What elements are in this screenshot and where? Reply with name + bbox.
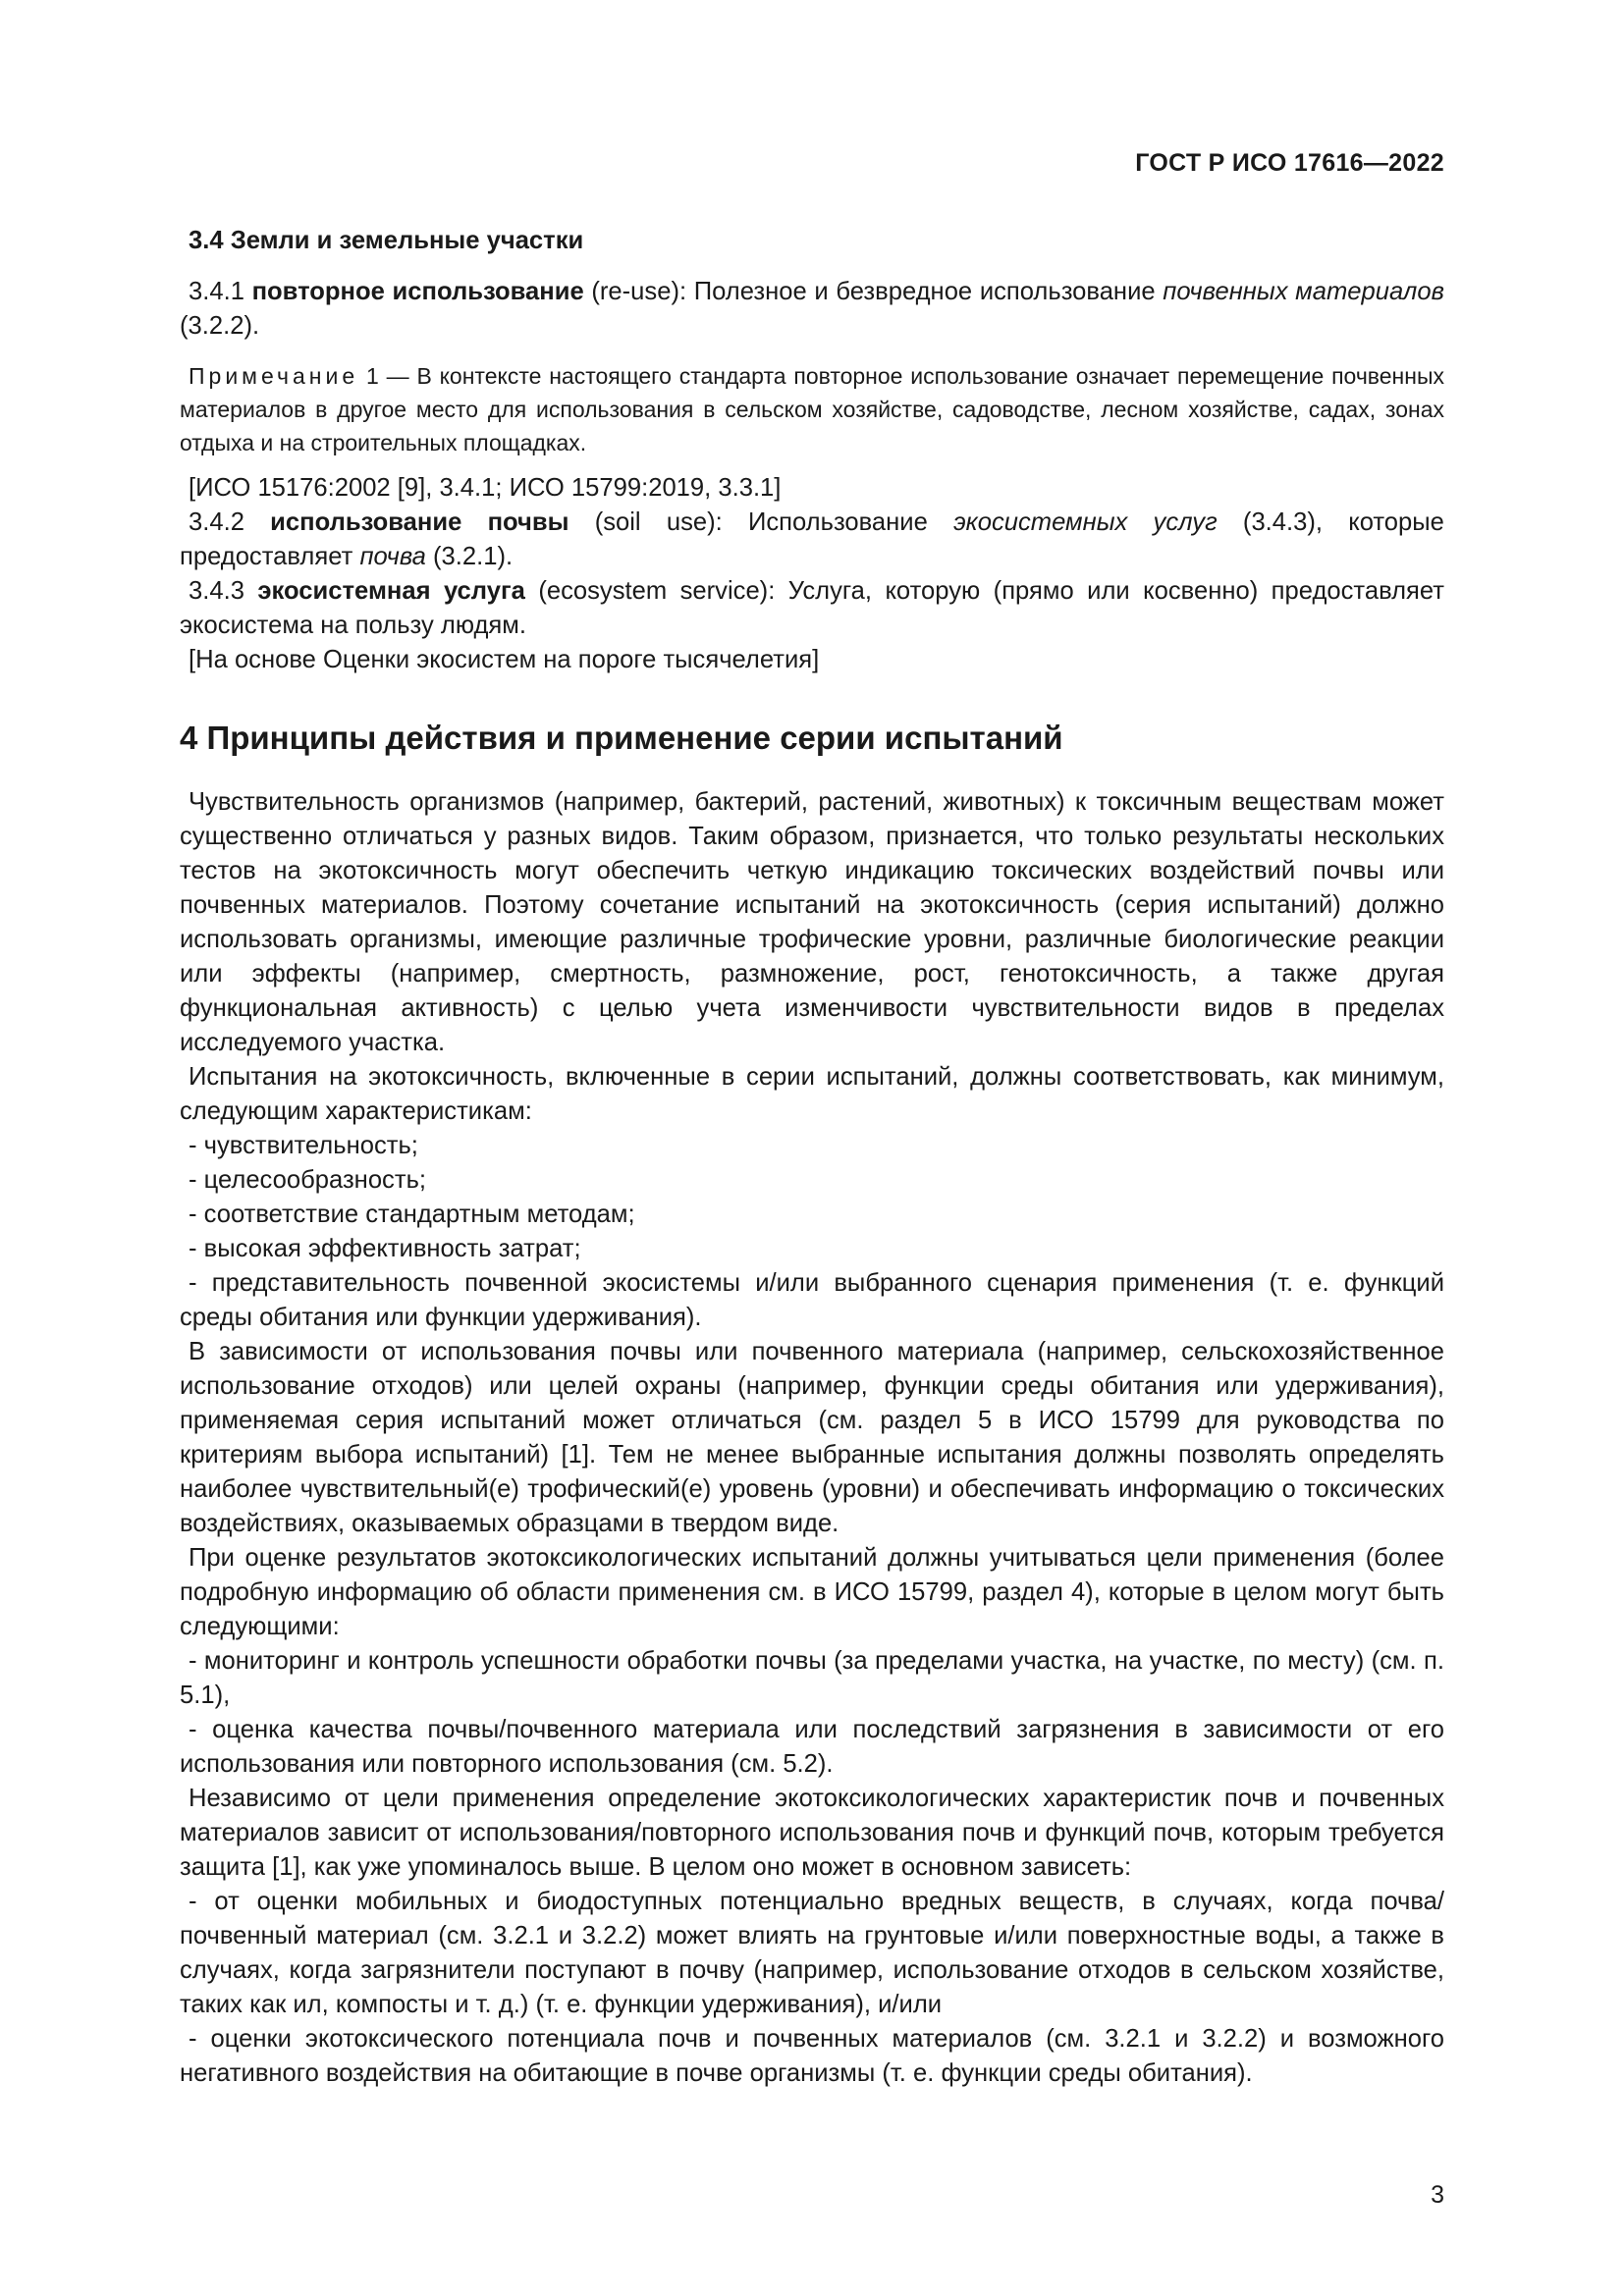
list-item: - соответствие стандартным методам;: [189, 1201, 635, 1228]
page-number: 3: [1431, 2181, 1444, 2209]
paragraph: Независимо от цели применения определение экотоксикологических характеристик почв и почвенных материалов зависит от использования/повторного использования почв и функций почв, которым требуется защита [1], как уже упоминалось выше. В целом оно может в основном зависеть:: [180, 1785, 1444, 1881]
page-content: [180, 224, 1444, 2091]
list-item: - мониторинг и контроль успешности обработки почвы (за пределами участка, на участке, по месту) (см. п. 5.1),: [180, 1647, 1444, 1709]
note-label: Примечание: [189, 363, 359, 389]
term-name: повторное использование: [251, 278, 584, 305]
list-item: - чувствительность;: [189, 1132, 418, 1159]
term-source: [На основе Оценки экосистем на пороге тысячелетия]: [189, 646, 820, 673]
paragraph: При оценке результатов экотоксикологических испытаний должны учитываться цели применения (более подробную информацию об области применения см. в ИСО 15799, раздел 4), которые в целом могут быть следующими:: [180, 1544, 1444, 1640]
term-name: использование почвы: [270, 508, 569, 536]
term-3-4-1: 3.4.1 повторное использование (re-use): Полезное и безвредное использование почвенных материалов (3.2.2).: [180, 278, 1444, 340]
note-1: Примечание 1 — В контексте настоящего стандарта повторное использование означает перемещение почвенных материалов в другое место для использования в сельском хозяйстве, садоводстве, лесном хозяйстве, садах, зонах отдыха и на строительных площадках.: [180, 363, 1444, 455]
reference: [ИСО 15176:2002 [9], 3.4.1; ИСО 15799:2019, 3.3.1]: [189, 474, 782, 502]
subsection-heading: 3.4 Земли и земельные участки: [189, 227, 584, 254]
paragraph: Чувствительность организмов (например, бактерий, растений, животных) к токсичным веществам может существенно отличаться у разных видов. Таким образом, признается, что только результаты нескольких тестов на экотоксичность могут обеспечить четкую индикацию токсических воздействий почвы или почвенных материалов. Поэтому сочетание испытаний на экотоксичность (серия испытаний) должно использовать организмы, имеющие различные трофические уровни, различные биологические реакции или эффекты (например, смертность, размножение, рост, генотоксичность, а также другая функциональная активность) с целью учета изменчивости чувствительности видов в пределах исследуемого участка.: [180, 788, 1444, 1056]
list-item: - представительность почвенной экосистемы и/или выбранного сценария применения (т. е. функций среды обитания или функции удерживания).: [180, 1269, 1444, 1331]
list-item: - целесообразность;: [189, 1166, 427, 1194]
list-item: - высокая эффективность затрат;: [189, 1235, 581, 1262]
paragraph: В зависимости от использования почвы или почвенного материала (например, сельскохозяйственное использование отходов) или целей охраны (например, функции среды обитания или удерживания), применяемая серия испытаний может отличаться (см. раздел 5 в ИСО 15799 для руководства по критериям выбора испытаний) [1]. Тем не менее выбранные испытания должны позволять определять наиболее чувствительный(е) трофический(е) уровень (уровни) и обеспечивать информацию о токсических воздействиях, оказываемых образцами в твердом виде.: [180, 1338, 1444, 1537]
document-header: ГОСТ Р ИСО 17616—2022: [1135, 149, 1444, 177]
term-name: экосистемная услуга: [257, 577, 525, 605]
list-item: - от оценки мобильных и биодоступных потенциально вредных веществ, в случаях, когда почва/почвенный материал (см. 3.2.1 и 3.2.2) может влиять на грунтовые и/или поверхностные воды, а также в случаях, когда загрязнители поступают в почву (например, использование отходов в сельском хозяйстве, таких как ил, компосты и т. д.) (т. е. функции удерживания), и/или: [180, 1888, 1444, 2018]
list-item: - оценка качества почвы/почвенного материала или последствий загрязнения в зависимости от его использования или повторного использования (см. 5.2).: [180, 1716, 1444, 1778]
term-3-4-3: 3.4.3 экосистемная услуга (ecosystem service): Услуга, которую (прямо или косвенно) предоставляет экосистема на пользу людям.: [180, 577, 1444, 639]
list-item: - оценки экотоксического потенциала почв и почвенных материалов (см. 3.2.1 и 3.2.2) и возможного негативного воздействия на обитающие в почве организмы (т. е. функции среды обитания).: [180, 2025, 1444, 2087]
paragraph: Испытания на экотоксичность, включенные в серии испытаний, должны соответствовать, как минимум, следующим характеристикам:: [180, 1063, 1444, 1125]
term-3-4-2: 3.4.2 использование почвы (soil use): Использование экосистемных услуг (3.4.3), которые предоставляет почва (3.2.1).: [180, 508, 1444, 570]
section-heading: 4 Принципы действия и применение серии испытаний: [180, 720, 1063, 756]
